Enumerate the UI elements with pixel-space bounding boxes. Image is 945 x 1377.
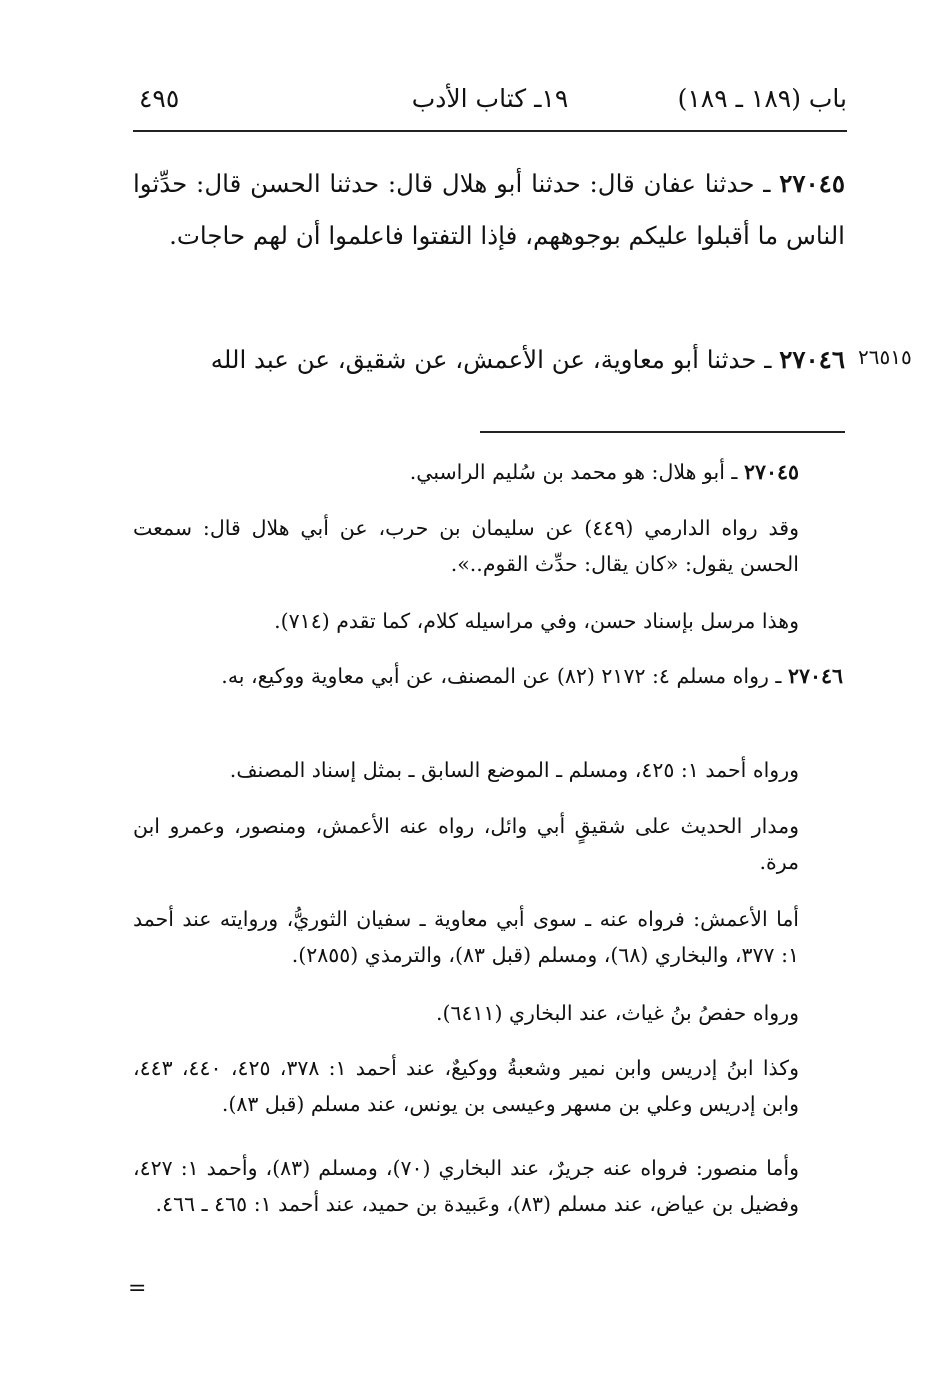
footnote-text: وقد رواه الدارمي (٤٤٩) عن سليمان بن حرب، عن أبي هلال قال: سمعت الحسن يقول: «كان يقال: حدِّث القوم..».	[133, 516, 799, 576]
footnote-paragraph	[133, 808, 843, 880]
hadith-text: ـ حدثنا أبو معاوية، عن الأعمش، عن شقيق، عن عبد الله	[210, 345, 780, 374]
footnote-number: ٢٧٠٤٦	[787, 664, 843, 688]
hadith-27046	[133, 334, 845, 386]
chapter-title: باب (١٨٩ ـ ١٨٩)	[677, 84, 847, 113]
footnote-text: وهذا مرسل بإسناد حسن، وفي مراسيله كلام، كما تقدم (٧١٤).	[274, 609, 799, 633]
book-title: ١٩ـ كتاب الأدب	[411, 84, 569, 113]
margin-reference: ٢٦٥١٥	[858, 345, 912, 369]
footnote-text: ـ أبو هلال: هو محمد بن سُليم الراسبي.	[409, 460, 744, 484]
running-header	[133, 84, 847, 124]
hadith-27045	[133, 158, 845, 262]
footnote-text: ومدار الحديث على شقيقٍ أبي وائل، رواه عنه الأعمش، ومنصور، وعمرو ابن مرة.	[133, 814, 799, 874]
footnote-text: وكذا ابنُ إدريس وابن نمير وشعبةُ ووكيعٌ، عند أحمد ١: ٣٧٨، ٤٢٥، ٤٤٠، ٤٤٣، وابن إدريس وعلي بن مسهر وعيسى بن يونس، عند مسلم (قبل ٨٣).	[133, 1056, 799, 1116]
hadith-text: ـ حدثنا عفان قال: حدثنا أبو هلال قال: حدثنا الحسن قال: حدِّثوا الناس ما أقبلوا عليكم بوجوههم، فإذا التفتوا فاعلموا أن لهم حاجات.	[133, 169, 845, 250]
footnote-paragraph	[133, 510, 843, 582]
header-rule	[133, 130, 847, 132]
footnote-paragraph	[133, 901, 843, 973]
page-number: ٤٩٥	[139, 84, 180, 113]
footnote-text: ـ رواه مسلم ٤: ٢١٧٢ (٨٢) عن المصنف، عن أبي معاوية ووكيع، به.	[221, 664, 788, 688]
footnote-paragraph	[133, 454, 843, 490]
footnote-text: وأما منصور: فرواه عنه جريرٌ، عند البخاري (٧٠)، ومسلم (٨٣)، وأحمد ١: ٤٢٧، وفضيل بن عياض، عند مسلم (٨٣)، وعَبيدة بن حميد، عند أحمد ١: ٤٦٥ ـ ٤٦٦.	[133, 1156, 800, 1216]
footnote-rule	[480, 431, 845, 433]
footnote-paragraph	[133, 752, 843, 788]
footnote-paragraph	[133, 603, 843, 639]
hadith-number: ٢٧٠٤٥	[779, 169, 845, 198]
footnote-text: ورواه أحمد ١: ٤٢٥، ومسلم ـ الموضع السابق ـ بمثل إسناد المصنف.	[229, 758, 799, 782]
footnote-text: أما الأعمش: فرواه عنه ـ سوى أبي معاوية ـ سفيان الثوريُّ، وروايته عند أحمد ١: ٣٧٧، والبخاري (٦٨)، ومسلم (قبل ٨٣)، والترمذي (٢٨٥٥).	[133, 907, 799, 967]
footnote-text: ورواه حفصُ بنُ غياث، عند البخاري (٦٤١١).	[435, 1001, 799, 1025]
footnote-paragraph	[133, 1150, 843, 1222]
footnote-paragraph	[133, 658, 843, 694]
footnote-number: ٢٧٠٤٥	[743, 460, 799, 484]
footnote-paragraph	[133, 995, 843, 1031]
hadith-number: ٢٧٠٤٦	[779, 345, 845, 374]
continuation-mark: =	[128, 1276, 147, 1301]
footnote-paragraph	[133, 1050, 843, 1122]
